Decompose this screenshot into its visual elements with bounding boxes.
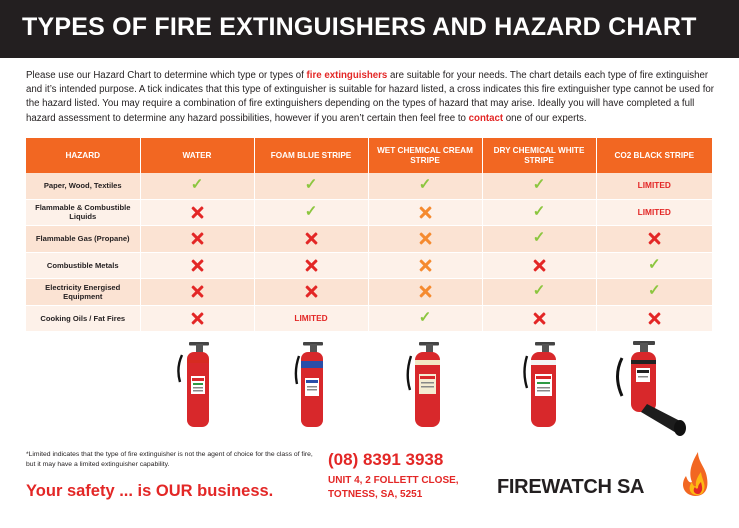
tick-icon: ✓ — [418, 308, 432, 326]
table-row — [26, 252, 712, 279]
hazard-label: Cooking Oils / Fat Fires — [26, 305, 140, 332]
cross-icon — [305, 259, 318, 272]
cross-icon — [419, 232, 432, 245]
table-row — [26, 173, 712, 199]
address-line-1: UNIT 4, 2 FOLLETT CLOSE, — [328, 475, 459, 486]
contact-link[interactable]: contact — [468, 112, 504, 124]
cell-foam — [254, 226, 368, 253]
cross-icon — [419, 285, 432, 298]
limited-footnote: *Limited indicates that the type of fire extinguisher is not the agent of choice for the class of fire, but it may have a limited extinguisher capability. — [26, 451, 313, 468]
intro-paragraph — [26, 69, 716, 126]
cell-dry-chemical — [482, 279, 596, 306]
intro-text-3: one of our experts. — [503, 112, 587, 124]
cell-water — [140, 199, 254, 226]
cell-dry-chemical — [482, 252, 596, 279]
cell-foam — [254, 279, 368, 306]
cross-icon — [191, 259, 204, 272]
cell-water — [140, 226, 254, 253]
cross-icon — [648, 232, 661, 245]
cell-co2 — [596, 226, 712, 253]
dry-chemical-extinguisher-image — [518, 338, 568, 430]
hazard-label: Flammable & Combustible Liquids — [26, 199, 140, 226]
fire-extinguishers-link[interactable]: fire extinguishers — [306, 70, 388, 81]
cell-dry-chemical — [482, 173, 596, 199]
title-bar — [0, 0, 739, 58]
dry-chemical-stripe — [531, 360, 556, 365]
limited-label: LIMITED — [637, 206, 671, 217]
cell-dry-chemical — [482, 226, 596, 253]
cross-icon — [191, 285, 204, 298]
water-extinguisher-image — [172, 338, 222, 430]
cell-co2 — [596, 279, 712, 306]
table-row — [26, 199, 712, 226]
co2-stripe — [631, 360, 656, 364]
co2-extinguisher-image — [612, 338, 692, 440]
tick-icon: ✓ — [304, 202, 318, 220]
brand-logo-text: FIREWATCH SA — [497, 476, 645, 498]
cross-icon — [533, 312, 546, 325]
cross-icon — [191, 206, 204, 219]
hazard-label: Paper, Wood, Textiles — [26, 173, 140, 199]
tick-icon: ✓ — [418, 176, 432, 194]
tick-icon: ✓ — [647, 255, 661, 273]
intro-text-2: are suitable for your needs. The chart details each type of fire extinguisher and it’s intended purpose. A tick indicates that this type of extinguisher is suitable for hazard listed, a cross indicates this fire extinguisher type cannot be used for the hazard listed. You may require a combination of fire extinguishers depending on the types of hazard that may arise. Ideally you will have completed a full hazard assessment to determine any hazard possibilities, however if you aren’t certain then feel free to — [26, 70, 715, 124]
cell-wet-chemical — [368, 305, 482, 332]
page-title: TYPES OF FIRE EXTINGUISHERS AND HAZARD CHART — [22, 13, 697, 41]
cell-wet-chemical — [368, 199, 482, 226]
intro-text-1: Please use our Hazard Chart to determine which type or types of — [26, 70, 307, 81]
cell-dry-chemical — [482, 305, 596, 332]
column-header-dry-chemical: DRY CHEMICAL WHITE STRIPE — [482, 138, 596, 173]
column-header-hazard: HAZARD — [26, 138, 140, 173]
cross-icon — [305, 232, 318, 245]
cell-water — [140, 173, 254, 199]
slogan: Your safety ... is OUR business. — [26, 482, 274, 500]
cell-foam — [254, 252, 368, 279]
phone-number[interactable]: (08) 8391 3938 — [328, 450, 444, 469]
tick-icon: ✓ — [532, 202, 546, 220]
limited-label: LIMITED — [637, 180, 671, 191]
cell-water — [140, 305, 254, 332]
chart-header-row — [26, 138, 712, 173]
column-header-foam: FOAM BLUE STRIPE — [254, 138, 368, 173]
cell-wet-chemical — [368, 173, 482, 199]
foam-stripe — [301, 361, 323, 368]
foam-extinguisher-image — [286, 338, 336, 430]
cross-icon — [191, 232, 204, 245]
cross-icon — [533, 259, 546, 272]
tick-icon: ✓ — [532, 229, 546, 247]
column-header-co2: CO2 BLACK STRIPE — [596, 138, 712, 173]
hazard-label: Electricity Energised Equipment — [26, 279, 140, 306]
cell-wet-chemical — [368, 279, 482, 306]
table-row — [26, 305, 712, 332]
cell-co2 — [596, 173, 712, 199]
column-header-wet-chemical: WET CHEMICAL CREAM STRIPE — [368, 138, 482, 173]
cell-co2 — [596, 305, 712, 332]
limited-label: LIMITED — [294, 312, 328, 323]
cell-co2 — [596, 199, 712, 226]
hazard-chart — [26, 138, 712, 332]
cross-icon — [191, 312, 204, 325]
tick-icon: ✓ — [532, 176, 546, 194]
hazard-label: Combustible Metals — [26, 252, 140, 279]
tick-icon: ✓ — [647, 282, 661, 300]
cross-icon — [419, 259, 432, 272]
cell-dry-chemical — [482, 199, 596, 226]
cell-wet-chemical — [368, 226, 482, 253]
address — [328, 474, 459, 502]
cross-icon — [648, 312, 661, 325]
flame-icon — [680, 448, 710, 498]
chart-body — [26, 173, 712, 332]
cell-foam — [254, 305, 368, 332]
cell-foam — [254, 199, 368, 226]
wet-chemical-stripe — [415, 360, 440, 365]
cell-foam — [254, 173, 368, 199]
table-row — [26, 226, 712, 253]
cell-wet-chemical — [368, 252, 482, 279]
tick-icon: ✓ — [190, 176, 204, 194]
tick-icon: ✓ — [304, 176, 318, 194]
address-line-2: TOTNESS, SA, 5251 — [328, 489, 423, 501]
hazard-label: Flammable Gas (Propane) — [26, 226, 140, 253]
cell-water — [140, 252, 254, 279]
column-header-water: WATER — [140, 138, 254, 173]
cell-water — [140, 279, 254, 306]
cell-co2 — [596, 252, 712, 279]
water-stripe — [187, 360, 209, 363]
tick-icon: ✓ — [532, 282, 546, 300]
cross-icon — [419, 206, 432, 219]
wet-chemical-extinguisher-image — [402, 338, 452, 430]
table-row — [26, 279, 712, 306]
cross-icon — [305, 285, 318, 298]
